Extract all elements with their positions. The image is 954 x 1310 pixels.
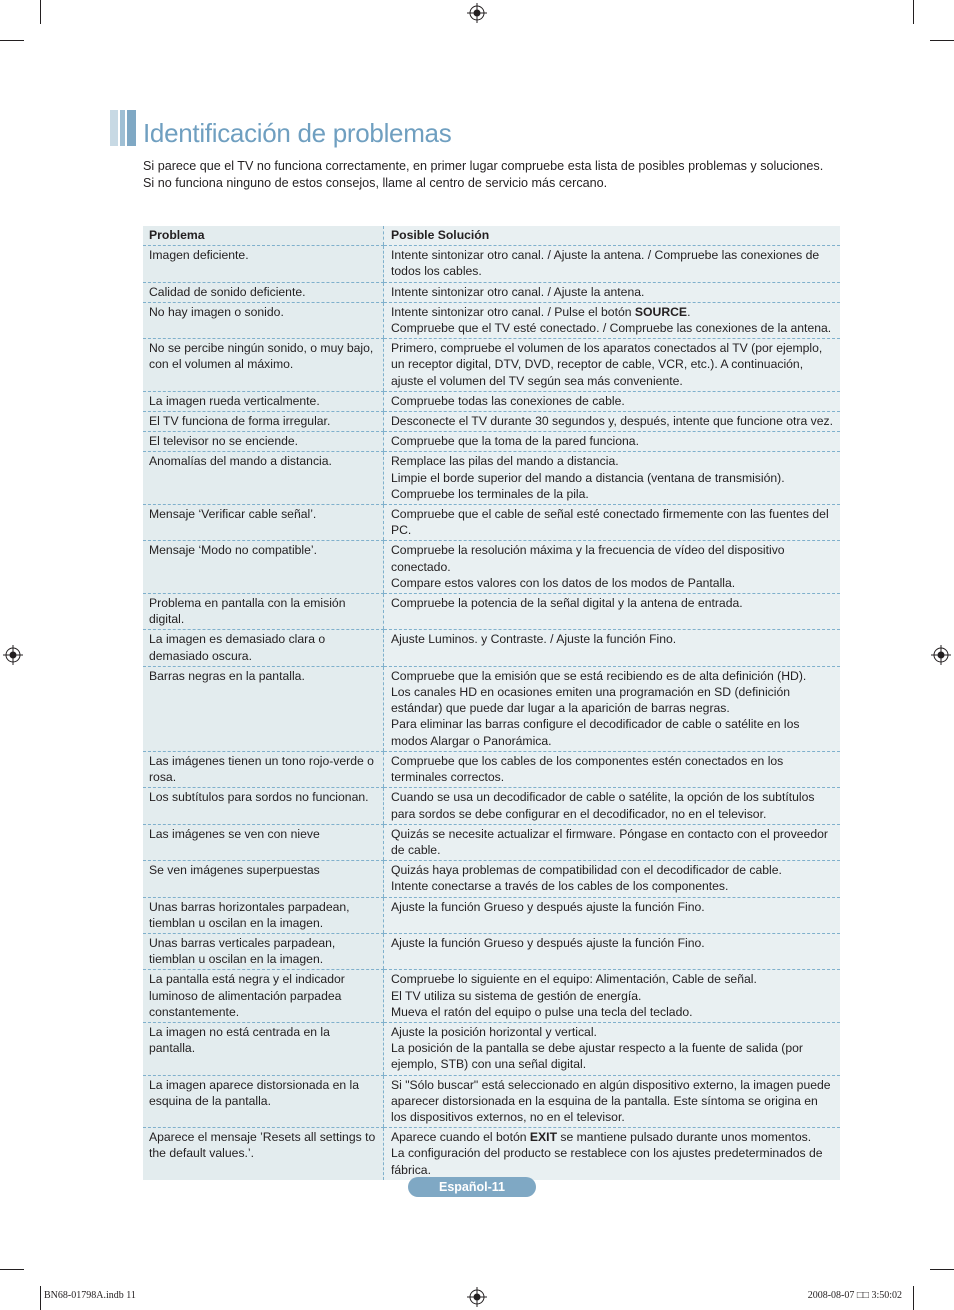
intro-paragraph: Si parece que el TV no funciona correctamente, en primer lugar compruebe esta lista de posibles problemas y soluciones. [143,159,824,173]
solution-cell [384,824,841,860]
table-row [143,788,840,824]
table-row [143,897,840,933]
problem-cell: Las imágenes se ven con nieve [143,824,384,860]
solution-line: Los canales HD en ocasiones emiten una programación en SD (definición estándar) que puede dar lugar a la aparición de barras negras. [391,685,791,716]
solution-cell [384,541,841,594]
problem-cell: Imagen deficiente. [143,246,384,282]
solution-cell [384,1022,841,1075]
solution-line: Compruebe la resolución máxima y la frecuencia de vídeo del dispositivo conectado. [391,543,785,574]
solution-cell [384,630,841,666]
solution-line: Desconecte el TV durante 30 segundos y, después, intente que funcione otra vez. [391,414,833,429]
solution-line: Para eliminar las barras configure el decodificador de cable o satélite en los modos Alargar o Panorámica. [391,717,800,748]
problem-cell: Barras negras en la pantalla. [143,666,384,751]
problem-cell: Calidad de sonido deficiente. [143,282,384,302]
solution-cell [384,432,841,452]
problem-cell: La imagen rueda verticalmente. [143,391,384,411]
column-header-problem: Problema [143,226,384,246]
problem-cell: Aparece el mensaje ’Resets all settings to the default values.’. [143,1128,384,1180]
table-row [143,432,840,452]
problem-cell: No se percibe ningún sonido, o muy bajo, con el volumen al máximo. [143,339,384,392]
table-header-row [143,226,840,246]
problem-cell: Mensaje ‘Verificar cable señal’. [143,505,384,541]
solution-cell [384,594,841,630]
solution-cell [384,391,841,411]
problem-cell: Unas barras verticales parpadean, tiemblan u oscilan en la imagen. [143,933,384,969]
registration-mark-icon [467,1287,487,1307]
table-row [143,933,840,969]
crop-mark [930,1269,954,1270]
solution-line: Compruebe que el cable de señal esté conectado firmemente con las fuentes del PC. [391,507,829,538]
solution-cell [384,1075,841,1128]
solution-line: Ajuste Luminos. y Contraste. / Ajuste la función Fino. [391,632,677,647]
solution-line: Ajuste la función Grueso y después ajuste la función Fino. [391,899,705,914]
problem-cell: La pantalla está negra y el indicador luminoso de alimentación parpadea constantemente. [143,970,384,1023]
problem-cell: La imagen aparece distorsionada en la esquina de la pantalla. [143,1075,384,1128]
solution-cell [384,339,841,392]
table-row [143,1022,840,1075]
solution-cell [384,751,841,787]
solution-cell [384,282,841,302]
crop-mark [0,40,24,41]
solution-cell [384,933,841,969]
solution-cell [384,788,841,824]
table-row [143,452,840,505]
table-row [143,861,840,897]
problem-cell: Anomalías del mando a distancia. [143,452,384,505]
solution-cell [384,666,841,751]
solution-line: Intente sintonizar otro canal. / Ajuste la antena. / Compruebe las conexiones de todos los cables. [391,248,820,279]
page-title: Identificación de problemas [143,118,452,148]
table-row [143,391,840,411]
table-body [143,246,840,1180]
table-row [143,1075,840,1128]
solution-line: Compruebe la potencia de la señal digital y la antena de entrada. [391,596,743,611]
solution-line: Remplace las pilas del mando a distancia. [391,454,619,469]
print-slug-left: BN68-01798A.indb 11 [44,1290,136,1301]
column-header-solution: Posible Solución [384,226,841,246]
solution-cell [384,1128,841,1180]
crop-mark [913,1286,914,1310]
solution-line: Compruebe todas las conexiones de cable. [391,393,625,408]
problem-cell: Unas barras horizontales parpadean, tiemblan u oscilan en la imagen. [143,897,384,933]
table-row [143,970,840,1023]
table-row [143,541,840,594]
table-row [143,412,840,432]
solution-cell [384,897,841,933]
registration-mark-icon [931,645,951,665]
title-accent-bar [110,110,136,146]
solution-cell [384,505,841,541]
crop-mark [913,0,914,24]
solution-line: Compruebe los terminales de la pila. [391,486,589,501]
solution-line: Compruebe que los cables de los componentes estén conectados en los terminales correctos. [391,753,784,785]
solution-line: Mueva el ratón del equipo o pulse una tecla del teclado. [391,1004,693,1019]
solution-cell [384,452,841,505]
solution-line: Compruebe que la emisión que se está recibiendo es de alta definición (HD). [391,668,807,683]
solution-line: La posición de la pantalla se debe ajustar respecto a la fuente de salida (por ejemplo, STB) con una señal digital. [391,1041,803,1072]
table-row [143,666,840,751]
solution-cell [384,246,841,282]
problem-cell: Se ven imágenes superpuestas [143,861,384,897]
solution-line: La configuración del producto se restablece con los ajustes predeterminados de fábrica. [391,1146,823,1177]
crop-mark [0,1269,24,1270]
table-row [143,630,840,666]
troubleshooting-table [143,226,840,1180]
problem-cell: El televisor no se enciende. [143,432,384,452]
crop-mark [40,1286,41,1310]
solution-line: Ajuste la posición horizontal y vertical. [391,1024,597,1039]
solution-line: Cuando se usa un decodificador de cable o satélite, la opción de los subtítulos para sordos se debe configurar en el decodificador, no en el televisor. [391,790,815,821]
solution-line: Primero, compruebe el volumen de los aparatos conectados al TV (por ejemplo, un receptor digital, DTV, DVD, receptor de cable, VCR, etc.). A continuación, ajuste el volumen del TV según sea más conveniente. [391,341,823,388]
table-row [143,282,840,302]
solution-line: Ajuste la función Grueso y después ajuste la función Fino. [391,935,705,950]
solution-line: Si "Sólo buscar" está seleccionado en algún dispositivo externo, la imagen puede aparecer distorsionada en la esquina de la pantalla. Este síntoma se origina en los dispositivos externos, no en el televisor. [391,1077,831,1124]
table-row [143,246,840,282]
solution-line: Limpie el borde superior del mando a distancia (ventana de transmisión). [391,470,785,485]
table-row [143,505,840,541]
problem-cell: Mensaje ‘Modo no compatible’. [143,541,384,594]
registration-mark-icon [3,645,23,665]
print-slug-right: 2008-08-07 □□ 3:50:02 [807,1290,902,1301]
solution-line: Intente sintonizar otro canal. / Ajuste la antena. [391,284,645,299]
problem-cell: Las imágenes tienen un tono rojo-verde o rosa. [143,751,384,787]
solution-line: Compruebe que el TV esté conectado. / Compruebe las conexiones de la antena. [391,321,832,336]
solution-line: El TV utiliza su sistema de gestión de energía. [391,988,642,1003]
table-row [143,1128,840,1180]
problem-cell: Problema en pantalla con la emisión digital. [143,594,384,630]
problem-cell: El TV funciona de forma irregular. [143,412,384,432]
table-row [143,339,840,392]
solution-line: Aparece cuando el botón EXIT se mantiene pulsado durante unos momentos. [391,1130,812,1145]
solution-line: Quizás se necesite actualizar el firmware. Póngase en contacto con el proveedor de cable. [391,826,828,857]
solution-line: Intente sintonizar otro canal. / Pulse el botón SOURCE. [391,304,691,319]
crop-mark [930,40,954,41]
intro-text [143,158,833,191]
crop-mark [40,0,41,24]
table-row [143,302,840,338]
solution-cell [384,970,841,1023]
registration-mark-icon [467,3,487,23]
table-row [143,594,840,630]
solution-cell [384,412,841,432]
table-row [143,824,840,860]
solution-line: Compare estos valores con los datos de los modos de Pantalla. [391,575,736,590]
intro-paragraph: Si no funciona ninguno de estos consejos, llame al centro de servicio más cercano. [143,175,608,190]
solution-line: Intente conectarse a través de los cables de los componentes. [391,879,729,894]
page-number-badge: Español-11 [408,1177,536,1197]
problem-cell: La imagen es demasiado clara o demasiado oscura. [143,630,384,666]
problem-cell: La imagen no está centrada en la pantalla. [143,1022,384,1075]
solution-line: Compruebe que la toma de la pared funciona. [391,434,639,449]
problem-cell: Los subtítulos para sordos no funcionan. [143,788,384,824]
solution-cell [384,302,841,338]
solution-line: Compruebe lo siguiente en el equipo: Alimentación, Cable de señal. [391,972,757,987]
solution-cell [384,861,841,897]
solution-line: Quizás haya problemas de compatibilidad con el decodificador de cable. [391,863,782,878]
problem-cell: No hay imagen o sonido. [143,302,384,338]
table-row [143,751,840,787]
